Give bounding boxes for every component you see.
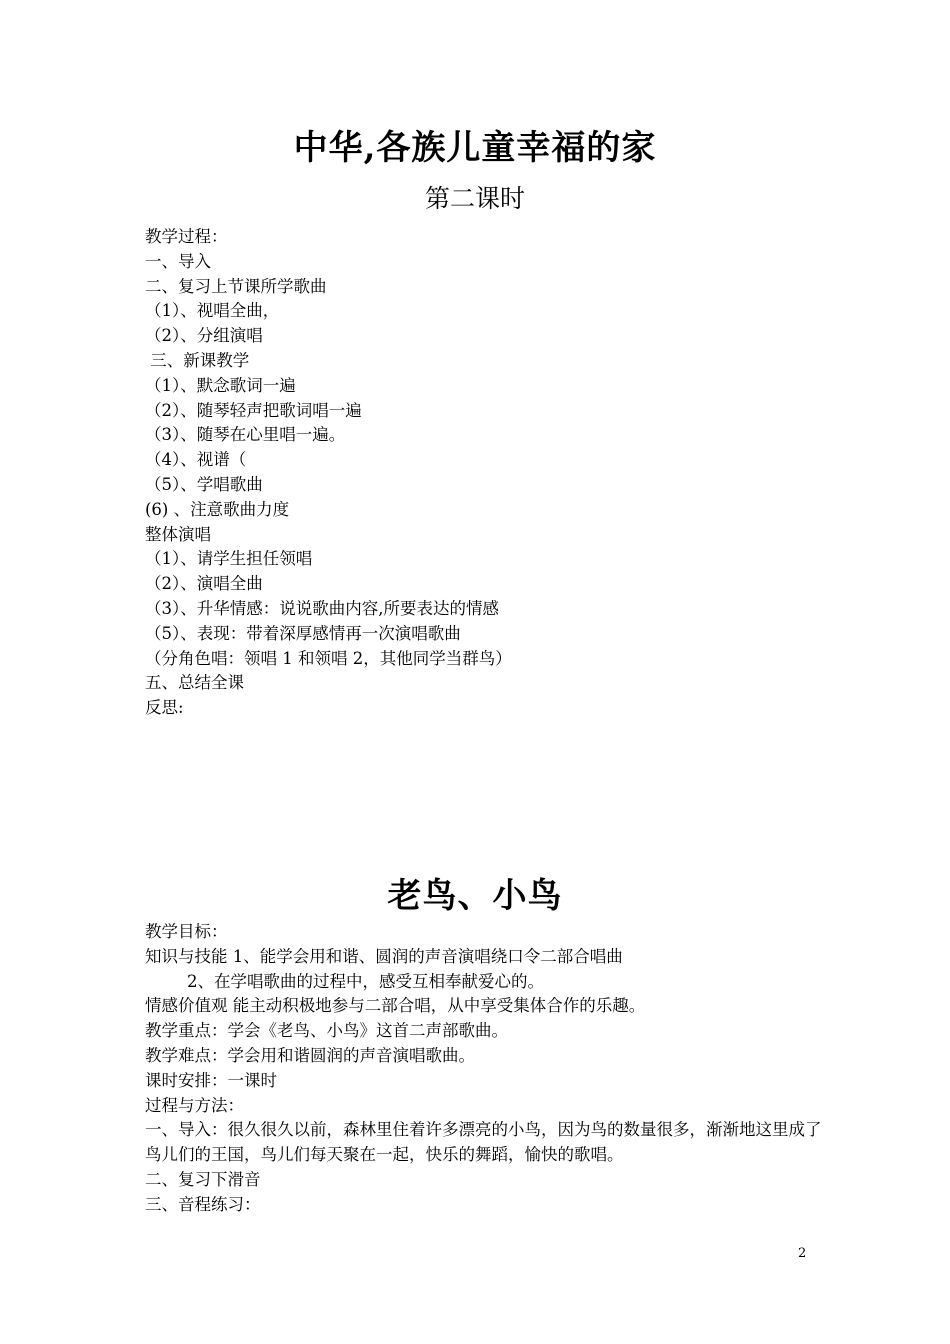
body-line: 教学目标：	[145, 922, 228, 941]
body-line: 教学重点：学会《老鸟、小鸟》这首二声部歌曲。	[145, 1021, 508, 1041]
body-line: 五、总结全课	[145, 673, 244, 693]
body-line: （1）、默念歌词一遍	[145, 375, 296, 395]
body-line: 二、复习下滑音	[145, 1169, 261, 1189]
body-line: 过程与方法：	[145, 1095, 244, 1115]
body-line: （2）、分组演唱	[145, 326, 263, 346]
intro-paragraph: 一、导入：很久很久以前，森林里住着许多漂亮的小鸟，因为鸟的数量很多，渐渐地这里成了鸟儿们的王国，鸟儿们每天聚在一起，快乐的舞蹈，愉快的歌唱。	[145, 1120, 822, 1165]
lesson-1-body	[145, 225, 825, 721]
body-line: 2、在学唱歌曲的过程中，感受互相奉献爱心的。	[145, 971, 544, 991]
body-line: 整体演唱	[145, 524, 211, 544]
body-line: 知识与技能 1、能学会用和谐、圆润的声音演唱绕口令二部合唱曲	[145, 946, 623, 966]
body-line: (6) 、注意歌曲力度	[145, 499, 290, 519]
body-line: （2）、演唱全曲	[145, 574, 263, 594]
lesson-subtitle: 第二课时	[424, 184, 525, 213]
body-line: （分角色唱：领唱 1 和领唱 2，其他同学当群鸟）	[145, 648, 512, 668]
body-line: （1）、请学生担任领唱	[145, 549, 313, 569]
lesson-title-1: 中华,各族儿童幸福的家	[293, 128, 657, 168]
body-line: （3）、升华情感：说说歌曲内容,所要表达的情感	[145, 598, 499, 618]
body-line: （2）、随琴轻声把歌词唱一遍	[145, 400, 362, 420]
body-line: 教学过程：	[145, 227, 228, 246]
body-line: 二、复习上节课所学歌曲	[145, 276, 327, 296]
body-line: （5）、学唱歌曲	[145, 474, 263, 494]
body-line: 情感价值观 能主动积极地参与二部合唱，从中享受集体合作的乐趣。	[145, 996, 646, 1016]
body-line: 三、新课教学	[145, 350, 250, 370]
body-line: （5）、表现：带着深厚感情再一次演唱歌曲	[145, 623, 461, 643]
body-line: （4）、视谱（	[145, 450, 247, 470]
body-line: 课时安排：一课时	[145, 1070, 277, 1090]
lesson-title-2: 老鸟、小鸟	[387, 876, 563, 916]
body-line: （3）、随琴在心里唱一遍。	[145, 425, 346, 445]
body-line: （1）、视唱全曲，	[145, 301, 280, 321]
body-line: 三、音程练习：	[145, 1194, 261, 1214]
page-number: 2	[798, 1246, 807, 1261]
body-line: 教学难点：学会用和谐圆润的声音演唱歌曲。	[145, 1045, 475, 1065]
lesson-2-body	[145, 920, 825, 1218]
body-line: 反思:	[145, 698, 184, 718]
body-line: 一、导入	[145, 251, 211, 271]
